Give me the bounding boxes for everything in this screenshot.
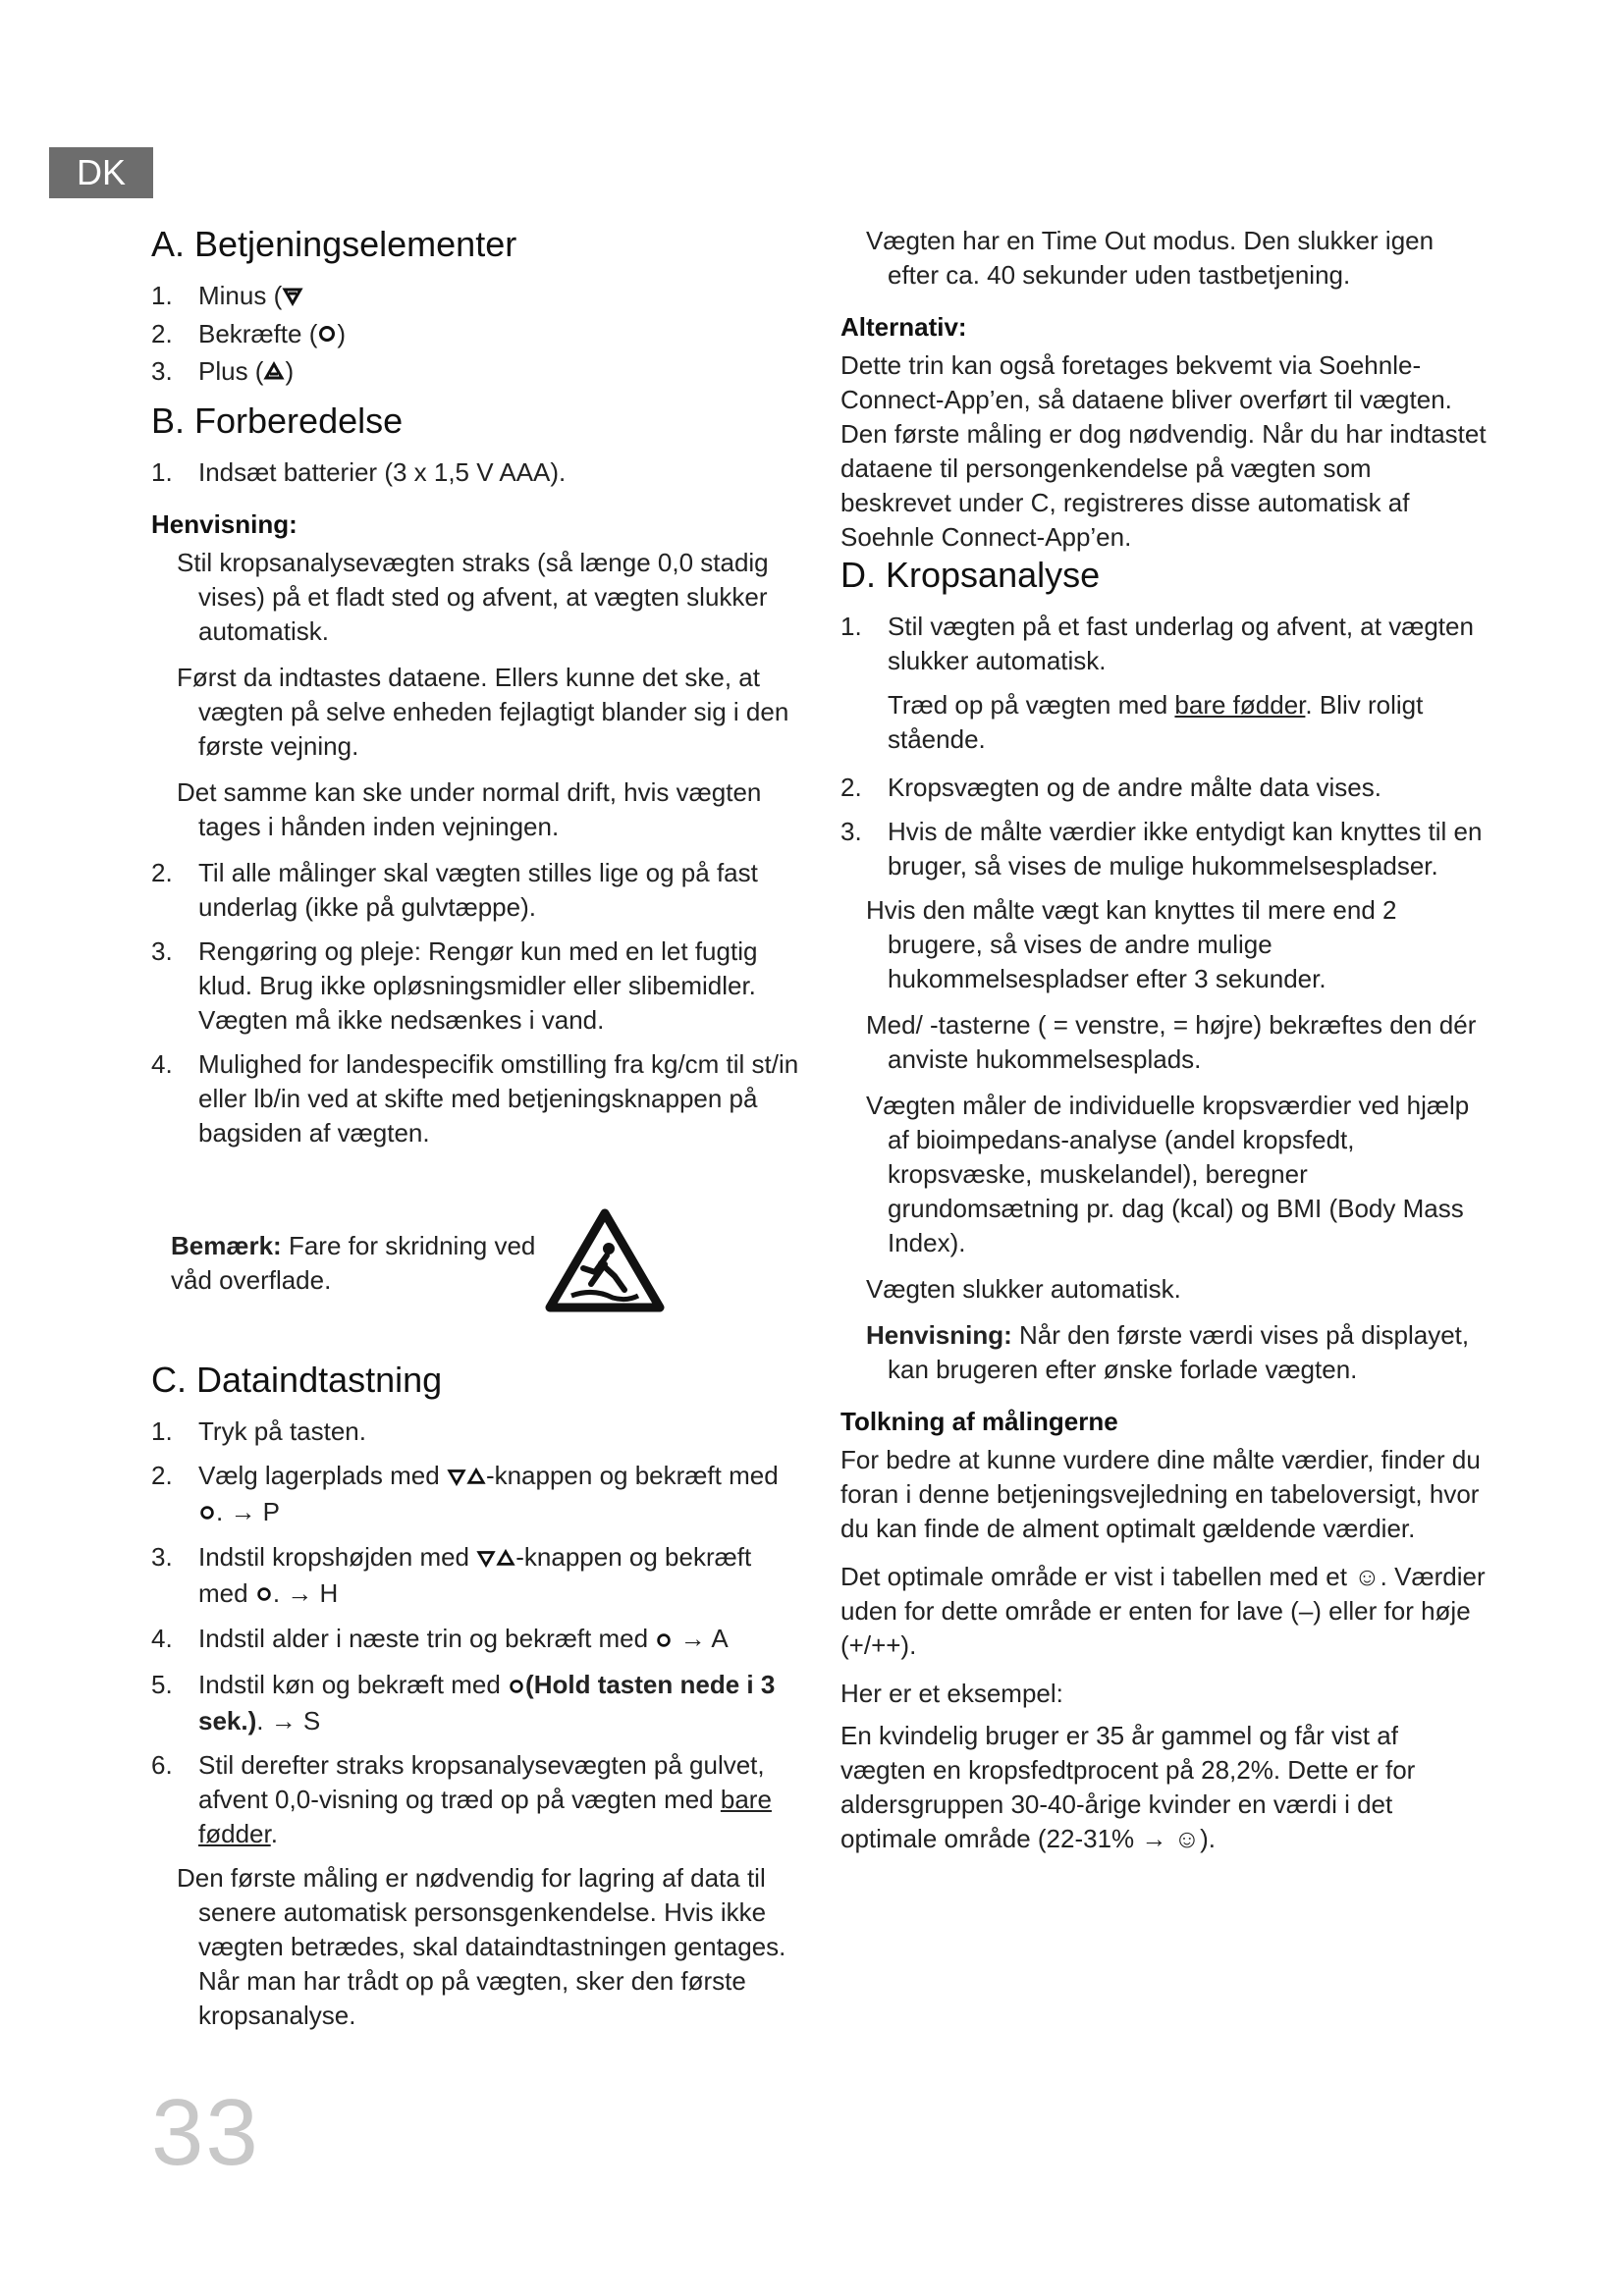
confirm-button-icon <box>317 318 337 352</box>
list-item: 1. Stil vægten på et fast underlag og afvent, at vægten slukker automatisk. <box>840 612 1474 675</box>
list-item: 2. Kropsvægten og de andre målte data vises. <box>840 773 1381 802</box>
section-c-title: C. Dataindtastning <box>151 1359 443 1400</box>
tolkning-paragraph: Det optimale område er vist i tabellen med et ☺. Værdier uden for dette område er enten for lave (–) eller for høje (+/++). <box>840 1562 1486 1660</box>
list-item: 6. Stil derefter straks kropsanalysevægten på gulvet, afvent 0,0-visning og træd op på vægten med bare fødder. <box>151 1749 772 1848</box>
section-a-title: A. Betjeningselementer <box>151 224 517 264</box>
list-item: 1. Minus ( <box>151 279 799 315</box>
plus-button-icon <box>496 1542 515 1576</box>
confirm-button-icon <box>655 1624 673 1658</box>
list-item: 1. Indsæt batterier (3 x 1,5 V AAA). <box>151 456 567 487</box>
info-paragraph: Med/ -tasterne ( = venstre, = højre) bekræftes den dér anviste hukommelsesplads. <box>866 1010 1477 1074</box>
confirm-button-icon <box>198 1496 216 1530</box>
list-item: 3. Hvis de målte værdier ikke entydigt kan knyttes til en bruger, så vises de mulige hukommelsespladser. <box>840 817 1483 881</box>
info-paragraph: Vægten slukker automatisk. <box>866 1274 1181 1304</box>
list-item: 5. Indstil køn og bekræft med (Hold tasten nede i 3 sek.). → S <box>151 1670 776 1735</box>
slip-warning <box>171 1207 799 1320</box>
list-item: 3. Indstil kropshøjden med -knappen og bekræft med . → H <box>151 1540 799 1612</box>
warning-text: Fare for skridning ved våd overflade. <box>171 1231 536 1296</box>
henvisning-paragraph: Stil kropsanalysevægten straks (så længe 0,0 stadig vises) på et fladt sted og afvent, at vægten slukker automatisk. <box>177 547 769 646</box>
info-paragraph: Hvis den målte vægt kan knyttes til mere end 2 brugere, så vises de andre mulige hukommelsespladser efter 3 sekunder. <box>866 895 1397 993</box>
confirm-button-icon <box>255 1577 273 1612</box>
list-item: 2. Til alle målinger skal vægten stilles lige og på fast underlag (ikke på gulvtæppe). <box>151 857 758 922</box>
list-item: 2. Bekræfte ( ) <box>151 317 799 353</box>
closing-paragraph: Den første måling er nødvendig for lagring af data til senere automatisk personsgenkendelse. Hvis ikke vægten betrædes, skal dataindtastningen gentages. Når man har trådt op på vægten, sker den første kropsanalyse. <box>177 1862 786 2030</box>
minus-button-icon <box>282 281 303 315</box>
list-item: 3. Rengøring og pleje: Rengør kun med en let fugtig klud. Brug ikke opløsningsmidler eller slibemidler. Vægten må ikke nedsænkes i vand. <box>151 935 758 1035</box>
minus-button-icon <box>476 1542 496 1576</box>
step-paragraph: Træd op på vægten med bare fødder. Bliv roligt stående. <box>888 690 1424 754</box>
tolkning-heading: Tolkning af målingerne <box>840 1407 1118 1436</box>
section-d-title: D. Kropsanalyse <box>840 555 1101 595</box>
henvisning-paragraph: Først da indtastes dataene. Ellers kunne det ske, at vægten på selve enheden fejlagtigt blander sig i den første vejning. <box>177 662 789 761</box>
list-item: 3. Plus ( ) <box>151 354 799 391</box>
alternativ-heading: Alternativ: <box>840 312 967 342</box>
plus-button-icon <box>466 1461 486 1495</box>
timeout-paragraph: Vægten har en Time Out modus. Den slukker igen efter ca. 40 sekunder uden tastbetjening. <box>866 226 1435 290</box>
list-item: 4. Mulighed for landespecifik omstilling fra kg/cm til st/in eller lb/in ved at skifte med betjeningsknappen på bagsiden af vægten. <box>151 1048 799 1148</box>
section-b-title: B. Forberedelse <box>151 400 404 441</box>
language-badge: DK <box>49 147 153 198</box>
list-item: 2. Vælg lagerplads med -knappen og bekræft med . → P <box>151 1459 799 1530</box>
plus-button-icon <box>263 356 285 391</box>
henvisning-paragraph: Det samme kan ske under normal drift, hvis vægten tages i hånden inden vejningen. <box>177 776 762 841</box>
page-number: 33 <box>151 2080 260 2185</box>
list-item: 4. Indstil alder i næste trin og bekræft med → A <box>151 1622 799 1658</box>
henvisning-note: Henvisning: Når den første værdi vises på displayet, kan brugeren efter ønske forlade vægten. <box>866 1320 1470 1384</box>
henvisning-heading: Henvisning: <box>151 508 298 539</box>
tolkning-paragraph: En kvindelig bruger er 35 år gammel og får vist af vægten en kropsfedtprocent på 28,2%. Dette er for aldersgruppen 30-40-årige kvinder en værdi i det optimale område (22-31% → ☺). <box>840 1721 1416 1853</box>
minus-button-icon <box>447 1461 466 1495</box>
right-column <box>840 224 1489 1856</box>
confirm-button-icon <box>508 1670 525 1704</box>
left-column <box>151 224 799 2045</box>
list-item: 1. Tryk på tasten. <box>151 1415 366 1446</box>
alternativ-paragraph: Dette trin kan også foretages bekvemt via Soehnle-Connect-App’en, så dataene bliver overført til vægten. Den første måling er dog nødvendig. Når du har indtastet dataene til persongenkendelse på vægten som beskrevet under C, registreres disse automatisk af Soehnle Connect-App’en. <box>840 350 1487 552</box>
info-paragraph: Vægten måler de individuelle kropsværdier ved hjælp af bioimpedans-analyse (andel kropsfedt, kropsvæske, muskelandel), beregner grundomsætning pr. dag (kcal) og BMI (Body Mass Index). <box>866 1091 1470 1257</box>
tolkning-paragraph: For bedre at kunne vurdere dine målte værdier, finder du foran i denne betjeningsvejledning en tabeloversigt, hvor du kan finde de alment optimalt gældende værdier. <box>840 1445 1481 1543</box>
slippery-floor-warning-icon <box>544 1207 666 1320</box>
warning-label: Bemærk: <box>171 1231 282 1261</box>
tolkning-paragraph: Her er et eksempel: <box>840 1679 1063 1708</box>
